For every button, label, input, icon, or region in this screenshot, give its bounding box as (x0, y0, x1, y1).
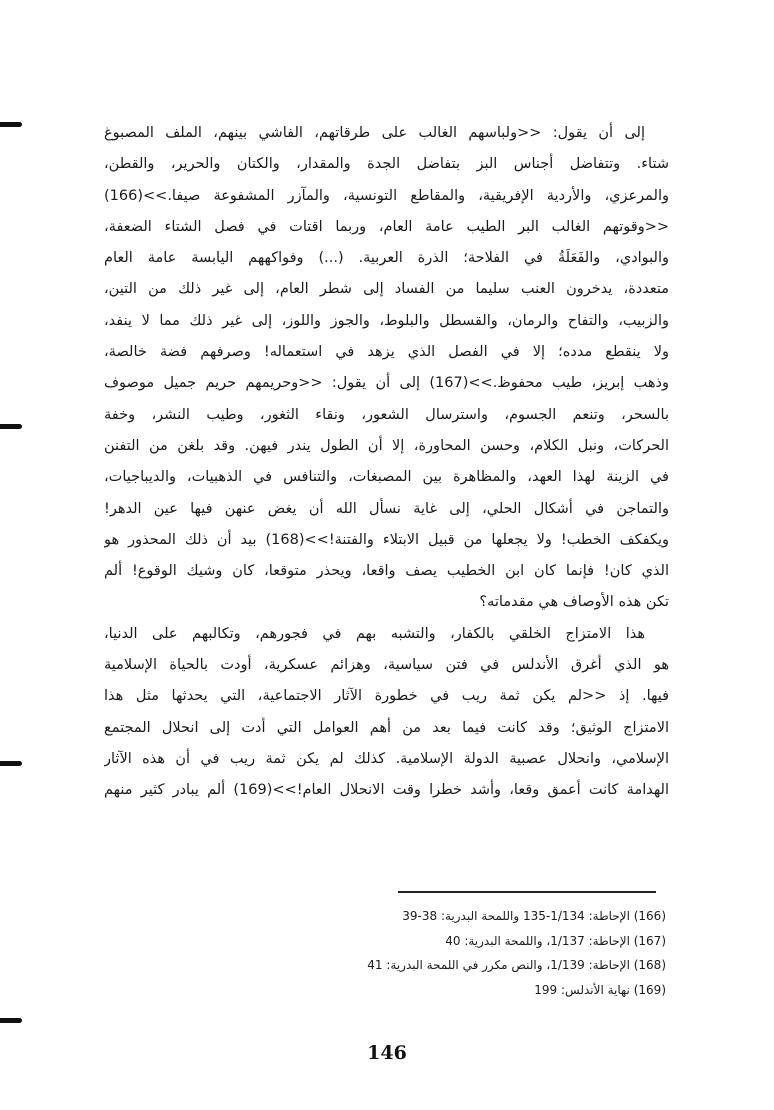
footnote-separator (398, 891, 656, 893)
body-text (104, 118, 669, 807)
margin-mark (0, 1018, 22, 1023)
text-line: بالسحر، وتنعم الجسوم، واسترسال الشعور، ونقاء الثغور، وطيب النشر، وخفة (104, 406, 669, 423)
text-line: تكن هذه الأوصاف هي مقدماته؟ (479, 594, 669, 611)
footnote: (168) الإحاطة: 1/139، والنص مكرر في اللمحة البدرية: 41 (367, 958, 666, 973)
text-line: والزبيب، والتفاح والرمان، والقسطل والبلوط، والجوز واللوز، إلى غير ذلك مما لا ينفد، (104, 312, 669, 329)
text-line: إلى أن يقول: <<ولباسهم الغالب على طرقاتهم، الفاشي بينهم، الملف المصبوغ (104, 125, 645, 141)
text-line: الإسلامي، وانحلال عصبية الدولة الإسلامية. كذلك لم يكن ثمة ريب في أن هذه الآثار (104, 750, 669, 767)
text-line: ولا ينقطع مدده؛ إلا في الفصل الذي يزهد في استعماله! وصرفهم فضة خالصة، (104, 344, 669, 361)
text-line: الهدامة كانت أعمق وقعا، وأشد خطرا وقت الانحلال العام!>>(169) ألم يبادر كثير منهم (104, 782, 669, 799)
footnote: (169) نهاية الأندلس: 199 (534, 982, 666, 997)
footnote: (167) الإحاطة: 1/137، واللمحة البدرية: 40 (445, 933, 666, 948)
text-line: والبوادي، والفَعَلَةُ في الفلاحة؛ الذرة العربية. (...) وفواكههم اليابسة عامة العام (104, 250, 669, 267)
text-line: متعددة، يدخرون العنب سليما من الفساد إلى شطر العام، إلى غير ذلك من التين، (104, 281, 669, 298)
text-line: <<وقوتهم الغالب البر الطيب عامة العام، وربما اقتات في فصل الشتاء الضعفة، (104, 218, 669, 235)
text-line: في الزينة لهذا العهد، والمظاهرة بين المصبغات، والتنافس في الذهبيات، والديباجيات، (104, 469, 669, 486)
text-line: والتماجن في أشكال الحلي، إلى غاية نسأل الله أن يغض عنهن فيها عين الدهر! (104, 500, 669, 517)
text-line: وذهب إبريز، طيب محفوظ.>>(167) إلى أن يقول: <<وحريمهم حريم جميل موصوف (104, 375, 669, 392)
margin-mark (0, 122, 22, 127)
page-number: 146 (367, 1042, 407, 1064)
text-line: ويكفكف الخطب! ولا يجعلها من قبيل الابتلاء والفتنة!>>(168) بيد أن ذلك المحذور هو (104, 531, 669, 548)
text-line: فيها. إذ <<لم يكن ثمة ريب في خطورة الآثار الاجتماعية، التي يحدثها مثل هذا (104, 688, 669, 705)
footnotes (360, 904, 666, 1002)
text-line: هذا الامتزاج الخلقي بالكفار، والتشبه بهم في فجورهم، وتكالبهم على الدنيا، (104, 625, 645, 642)
text-line: هو الذي أغرق الأندلس في فتن سياسية، وهزائم عسكرية، أودت بالحياة الإسلامية (104, 657, 669, 674)
text-line: الامتزاج الوثيق؛ وقد كانت فيما بعد من أهم العوامل التي أدت إلى انحلال المجتمع (104, 719, 669, 736)
text-line: شتاء. وتتفاضل أجناس البز بتفاضل الجدة والمقدار، والكتان والحرير، والقطن، (104, 156, 669, 173)
margin-mark (0, 761, 22, 766)
text-line: الذي كان! فإنما كان ابن الخطيب يصف واقعا، ويحذر متوقعا، كان وشيك الوقوع! ألم (104, 563, 669, 580)
footnote: (166) الإحاطة: 1/134-135 واللمحة البدرية: 38-39 (402, 909, 666, 923)
text-line: الحركات، ونبل الكلام، وحسن المحاورة، إلا أن الطول يندر فيهن. وقد بلغن من التفنن (104, 437, 669, 454)
margin-mark (0, 424, 22, 429)
text-line: والمرعزي، والأردية الإفريقية، والمقاطع التونسية، والمآزر المشفوعة صيفا.>>(166) (104, 187, 669, 204)
